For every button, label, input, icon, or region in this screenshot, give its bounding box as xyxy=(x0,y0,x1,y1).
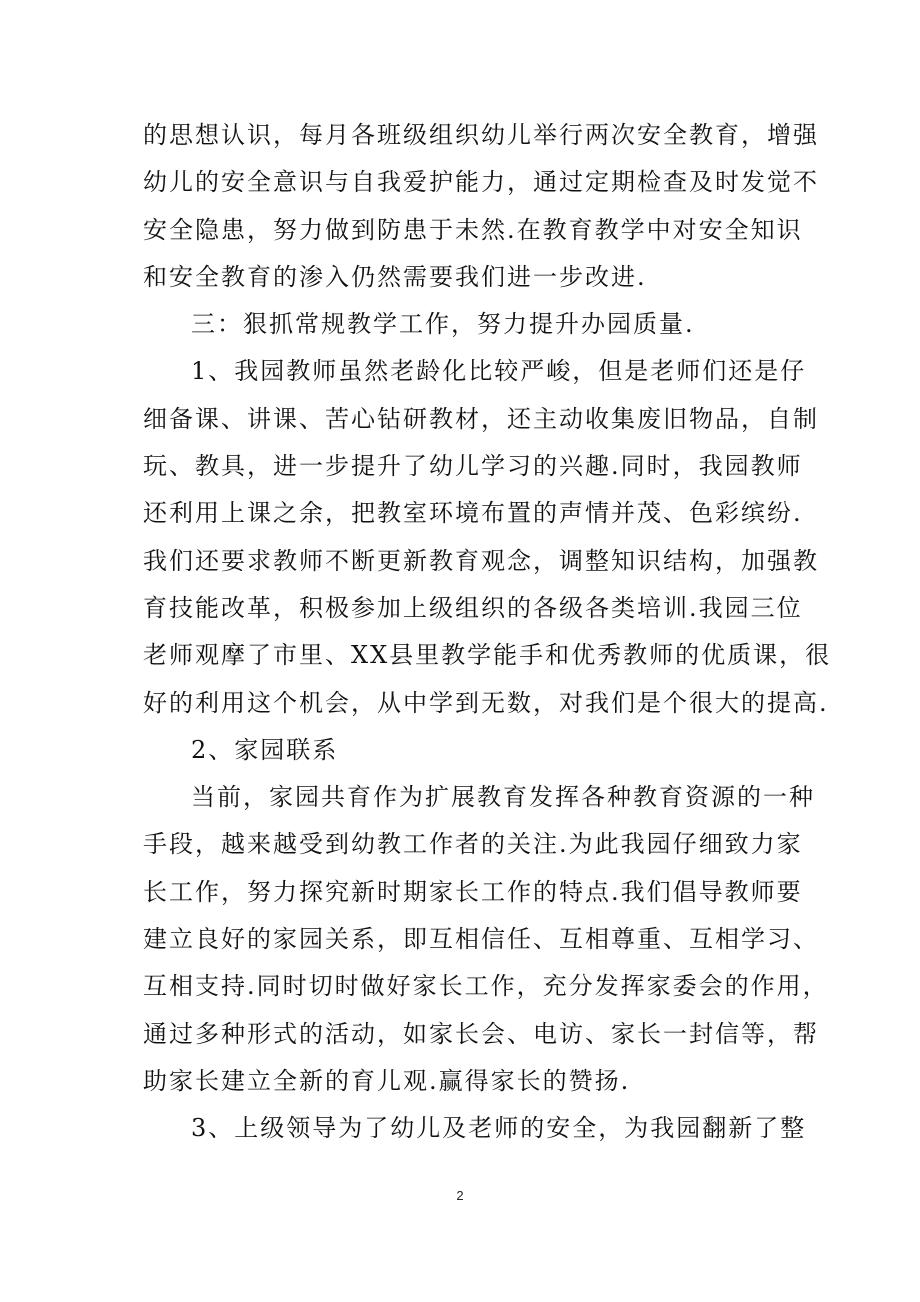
text-line: 当前，家园共育作为扩展教育发挥各种教育资源的一种 xyxy=(191,783,815,812)
text-line: 幼儿的安全意识与自我爱护能力，通过定期检查及时发觉不 xyxy=(143,168,819,197)
text-line: 1、我园教师虽然老龄化比较严峻，但是老师们还是仔 xyxy=(191,357,807,386)
section-heading: 三：狠抓常规教学工作，努力提升办园质量. xyxy=(191,310,695,339)
text-line: 还利用上课之余，把教室环境布置的声情并茂、色彩缤纷. xyxy=(143,499,803,528)
text-line: 通过多种形式的活动，如家长会、电访、家长一封信等，帮 xyxy=(143,1019,819,1048)
text-line: 育技能改革，积极参加上级组织的各级各类培训.我园三位 xyxy=(143,593,803,622)
text-line: 3、上级领导为了幼儿及老师的安全，为我园翻新了整 xyxy=(191,1114,807,1143)
page-number: 2 xyxy=(456,1188,464,1203)
text-line: 助家长建立全新的育儿观.赢得家长的赞扬. xyxy=(143,1066,631,1095)
text-line: 我们还要求教师不断更新教育观念，调整知识结构，加强教 xyxy=(143,546,819,575)
text-line: 的思想认识，每月各班级组织幼儿举行两次安全教育，增强 xyxy=(143,121,819,149)
text-line: 老师观摩了市里、XX县里教学能手和优秀教师的优质课，很 xyxy=(143,641,832,670)
text-line: 建立良好的家园关系，即互相信任、互相尊重、互相学习、 xyxy=(143,925,819,954)
text-line: 安全隐患，努力做到防患于未然.在教育教学中对安全知识 xyxy=(143,215,803,244)
text-line: 细备课、讲课、苦心钻研教材，还主动收集废旧物品，自制 xyxy=(143,404,819,433)
text-line: 手段，越来越受到幼教工作者的关注.为此我园仔细致力家 xyxy=(143,830,803,859)
text-line: 长工作，努力探究新时期家长工作的特点.我们倡导教师要 xyxy=(143,877,803,906)
text-line: 互相支持.同时切时做好家长工作，充分发挥家委会的作用， xyxy=(143,972,829,1001)
text-line: 和安全教育的渗入仍然需要我们进一步改进. xyxy=(143,262,647,291)
text-line: 玩、教具，进一步提升了幼儿学习的兴趣.同时，我园教师 xyxy=(143,452,803,481)
body-text xyxy=(143,112,832,1153)
text-line: 好的利用这个机会，从中学到无数，对我们是个很大的提高. xyxy=(143,688,829,717)
subsection-heading: 2、家园联系 xyxy=(191,735,339,764)
